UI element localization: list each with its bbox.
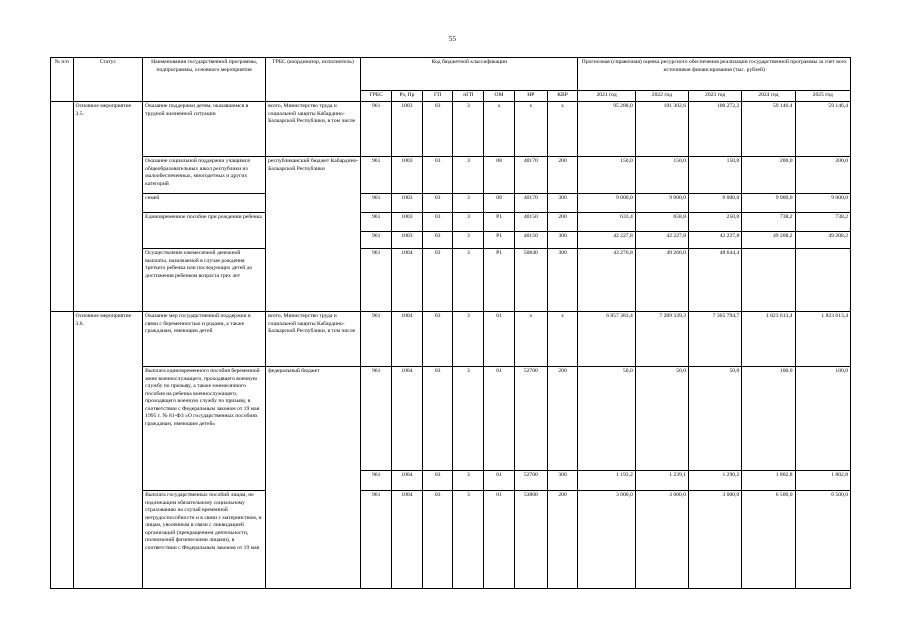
code-cell: Р1: [484, 232, 515, 249]
code-cell: 40150: [514, 213, 547, 232]
subcol-nr: НР: [514, 91, 547, 102]
code-cell: 1004: [392, 471, 423, 491]
subcol-2021: 2021 год: [578, 91, 635, 102]
grbs-cell: всего, Министерство труда и социальной защиты Кабардино-Балкарской Республики, в том числе: [266, 102, 361, 157]
value-cell: 1 802,8: [742, 471, 795, 491]
budget-table: [50, 57, 851, 589]
code-cell: х: [514, 312, 547, 367]
subcol-gp: ГП: [422, 91, 453, 102]
name-cell: Оказание социальной поддержки учащимся общеобразовательных школ республики из малообеспеченных, многодетных и других категорий: [143, 157, 266, 194]
value-cell: 9 000,0: [635, 194, 688, 213]
code-cell: 08: [484, 194, 515, 213]
value-cell: 3 000,0: [635, 491, 688, 589]
name-cell: Оказание мер государственной поддержки в связи с беременностью и родами, а также гражданам, имеющим детей: [143, 312, 266, 367]
table-row: [51, 194, 851, 213]
code-cell: 3: [453, 194, 484, 213]
table-row: [51, 471, 851, 491]
code-cell: 01: [484, 491, 515, 589]
value-cell: 1 290,2: [689, 471, 742, 491]
code-cell: 52700: [514, 367, 547, 471]
table-row: [51, 213, 851, 232]
code-cell: 03: [422, 157, 453, 194]
table-row: [51, 491, 851, 589]
table-row: [51, 249, 851, 312]
code-cell: 03: [422, 312, 453, 367]
code-cell: 03: [422, 213, 453, 232]
value-cell: 250,0: [689, 213, 742, 232]
value-cell: 7 289 339,3: [635, 312, 688, 367]
name-cell: [143, 471, 266, 491]
subcol-rzpr: Рз, Пр: [392, 91, 423, 102]
header-row: [51, 58, 851, 91]
code-cell: 961: [361, 249, 392, 312]
subcol-pgp: пГП: [453, 91, 484, 102]
name-cell: Выплата единовременного пособия беременной жене военнослужащего, проходящего военную службу по призыву, а также ежемесячного пособия на ребенка военнослужащего, проходящего военную службу по призыву, в соответствии с Федеральным законом от 19 мая 1995 г. № 81-ФЗ «О государственных пособиях гражданам, имеющим детей»: [143, 367, 266, 471]
code-cell: х: [484, 102, 515, 157]
value-cell: 150,0: [689, 157, 742, 194]
code-cell: 200: [547, 367, 578, 471]
code-cell: 961: [361, 194, 392, 213]
value-cell: 95 288,0: [578, 102, 635, 157]
value-cell: 200,0: [742, 157, 795, 194]
value-cell: 6 500,0: [742, 491, 795, 589]
value-cell: 200,0: [795, 157, 850, 194]
col-code-group: Код бюджетной классификации: [361, 58, 578, 91]
code-cell: 961: [361, 102, 392, 157]
code-cell: 50840: [514, 249, 547, 312]
code-cell: 40150: [514, 232, 547, 249]
table-row: [51, 157, 851, 194]
code-cell: 03: [422, 102, 453, 157]
col-name: Наименования государственной программы, подпрограммы, основного мероприятия: [143, 58, 266, 102]
value-cell: 50,0: [578, 367, 635, 471]
value-cell: 59 146,4: [742, 102, 795, 157]
value-cell: 738,2: [742, 213, 795, 232]
value-cell: 150,0: [635, 157, 688, 194]
code-cell: 1003: [392, 157, 423, 194]
code-cell: 200: [547, 157, 578, 194]
name-cell: семей: [143, 194, 266, 213]
code-cell: 961: [361, 367, 392, 471]
name-cell: Оказание поддержки детям, оказавшимся в трудной жизненной ситуации: [143, 102, 266, 157]
value-cell: 1 239,1: [635, 471, 688, 491]
subcol-om: ОМ: [484, 91, 515, 102]
page-number: 55: [449, 35, 456, 43]
value-cell: 100 272,2: [689, 102, 742, 157]
name-cell: Выплата государственных пособий лицам, не подлежащим обязательному социальному страхованию на случай временной нетрудоспособности и в связи с материнством, и лицам, уволенным в связи с ликвидацией организаций (прекращением деятельности, полномочий физическими лицами), в соответствии с Федеральным законом от 19 мая: [143, 491, 266, 589]
col-grbs: ГРБС (координатор, исполнитель): [266, 58, 361, 102]
code-cell: 300: [547, 249, 578, 312]
subcol-2025: 2025 год: [795, 91, 850, 102]
code-cell: 1003: [392, 213, 423, 232]
code-cell: 40170: [514, 194, 547, 213]
value-cell: 7 365 794,7: [689, 312, 742, 367]
code-cell: 03: [422, 232, 453, 249]
value-cell: 9 000,0: [795, 194, 850, 213]
value-cell: 1 823 613,4: [742, 312, 795, 367]
code-cell: 1004: [392, 491, 423, 589]
col-status: Статус: [73, 58, 143, 102]
grbs-cell: республиканский бюджет Кабардино-Балкарской Республики: [266, 157, 361, 312]
code-cell: 1004: [392, 367, 423, 471]
value-cell: 9 000,0: [742, 194, 795, 213]
value-cell: 43 276,8: [578, 249, 635, 312]
code-cell: 961: [361, 232, 392, 249]
value-cell: 49 266,0: [635, 249, 688, 312]
table-row: [51, 312, 851, 367]
value-cell: 9 000,0: [689, 194, 742, 213]
code-cell: 300: [547, 232, 578, 249]
code-cell: 01: [484, 312, 515, 367]
value-cell: 658,8: [635, 213, 688, 232]
code-cell: 01: [484, 367, 515, 471]
status-cell: Основное мероприятие 3.6.: [73, 312, 143, 589]
grbs-cell: федеральный бюджет: [266, 367, 361, 589]
code-cell: 1004: [392, 312, 423, 367]
value-cell: 42 227,8: [578, 232, 635, 249]
value-cell: 6 500,0: [795, 491, 850, 589]
code-cell: х: [547, 102, 578, 157]
code-cell: 961: [361, 312, 392, 367]
code-cell: 3: [453, 491, 484, 589]
code-cell: 3: [453, 367, 484, 471]
code-cell: 3: [453, 471, 484, 491]
code-cell: Р1: [484, 213, 515, 232]
code-cell: 961: [361, 471, 392, 491]
code-cell: 300: [547, 471, 578, 491]
value-cell: 1 823 613,4: [795, 312, 850, 367]
code-cell: 1003: [392, 194, 423, 213]
code-cell: Р1: [484, 249, 515, 312]
code-cell: 1003: [392, 232, 423, 249]
table-row: [51, 232, 851, 249]
table-row: [51, 102, 851, 157]
code-cell: 40170: [514, 157, 547, 194]
name-cell: [143, 232, 266, 249]
code-cell: 1003: [392, 102, 423, 157]
code-cell: 3: [453, 249, 484, 312]
subcol-kvr: КВР: [547, 91, 578, 102]
code-cell: 3: [453, 232, 484, 249]
row-num-cell: [51, 102, 74, 312]
value-cell: 59 146,4: [795, 102, 850, 157]
code-cell: 03: [422, 367, 453, 471]
code-cell: 3: [453, 157, 484, 194]
value-cell: 42 227,8: [635, 232, 688, 249]
code-cell: 961: [361, 157, 392, 194]
code-cell: х: [514, 102, 547, 157]
subcol-grbs: ГРБС: [361, 91, 392, 102]
code-cell: 53800: [514, 491, 547, 589]
value-cell: 1 802,8: [795, 471, 850, 491]
value-cell: 48 644,4: [689, 249, 742, 312]
value-cell: [795, 249, 850, 312]
code-cell: 961: [361, 213, 392, 232]
code-cell: 03: [422, 249, 453, 312]
code-cell: 1004: [392, 249, 423, 312]
value-cell: 1 193,2: [578, 471, 635, 491]
table-row: [51, 367, 851, 471]
code-cell: 961: [361, 491, 392, 589]
col-num: № п/п: [51, 58, 74, 102]
code-cell: 08: [484, 157, 515, 194]
code-cell: 03: [422, 471, 453, 491]
value-cell: 6 857 383,4: [578, 312, 635, 367]
value-cell: 3 000,0: [578, 491, 635, 589]
name-cell: Осуществление ежемесячной денежной выплаты, назначаемой в случае рождения третьего ребенка или последующих детей до достижения ребенком возраста трех лет: [143, 249, 266, 312]
value-cell: 150,0: [578, 157, 635, 194]
value-cell: [742, 249, 795, 312]
table-body: [51, 102, 851, 589]
value-cell: 738,2: [795, 213, 850, 232]
value-cell: 42 227,8: [689, 232, 742, 249]
value-cell: 9 000,0: [578, 194, 635, 213]
value-cell: 49 208,2: [795, 232, 850, 249]
value-cell: 3 000,0: [689, 491, 742, 589]
subcol-2024: 2024 год: [742, 91, 795, 102]
grbs-cell: всего, Министерство труда и социальной защиты Кабардино-Балкарской Республики, в том числе: [266, 312, 361, 367]
value-cell: 50,0: [635, 367, 688, 471]
subcol-2022: 2022 год: [635, 91, 688, 102]
code-cell: 3: [453, 102, 484, 157]
value-cell: 100,0: [742, 367, 795, 471]
code-cell: х: [547, 312, 578, 367]
value-cell: 101 302,6: [635, 102, 688, 157]
code-cell: 03: [422, 194, 453, 213]
value-cell: 49 208,2: [742, 232, 795, 249]
name-cell: Единовременное пособие при рождении ребенка: [143, 213, 266, 232]
code-cell: 52700: [514, 471, 547, 491]
code-cell: 3: [453, 213, 484, 232]
row-num-cell: [51, 312, 74, 589]
col-forecast-group: Прогнозная (справочная) оценка ресурсного обеспечения реализации государственной программы за счет всех источников финансирования (тыс. рублей): [578, 58, 851, 91]
code-cell: 3: [453, 312, 484, 367]
code-cell: 03: [422, 491, 453, 589]
subcol-2023: 2023 год: [689, 91, 742, 102]
value-cell: 50,0: [689, 367, 742, 471]
code-cell: 200: [547, 213, 578, 232]
code-cell: 01: [484, 471, 515, 491]
status-cell: Основное мероприятие 3.5.: [73, 102, 143, 312]
value-cell: 633,4: [578, 213, 635, 232]
code-cell: 300: [547, 194, 578, 213]
code-cell: 200: [547, 491, 578, 589]
value-cell: 100,0: [795, 367, 850, 471]
